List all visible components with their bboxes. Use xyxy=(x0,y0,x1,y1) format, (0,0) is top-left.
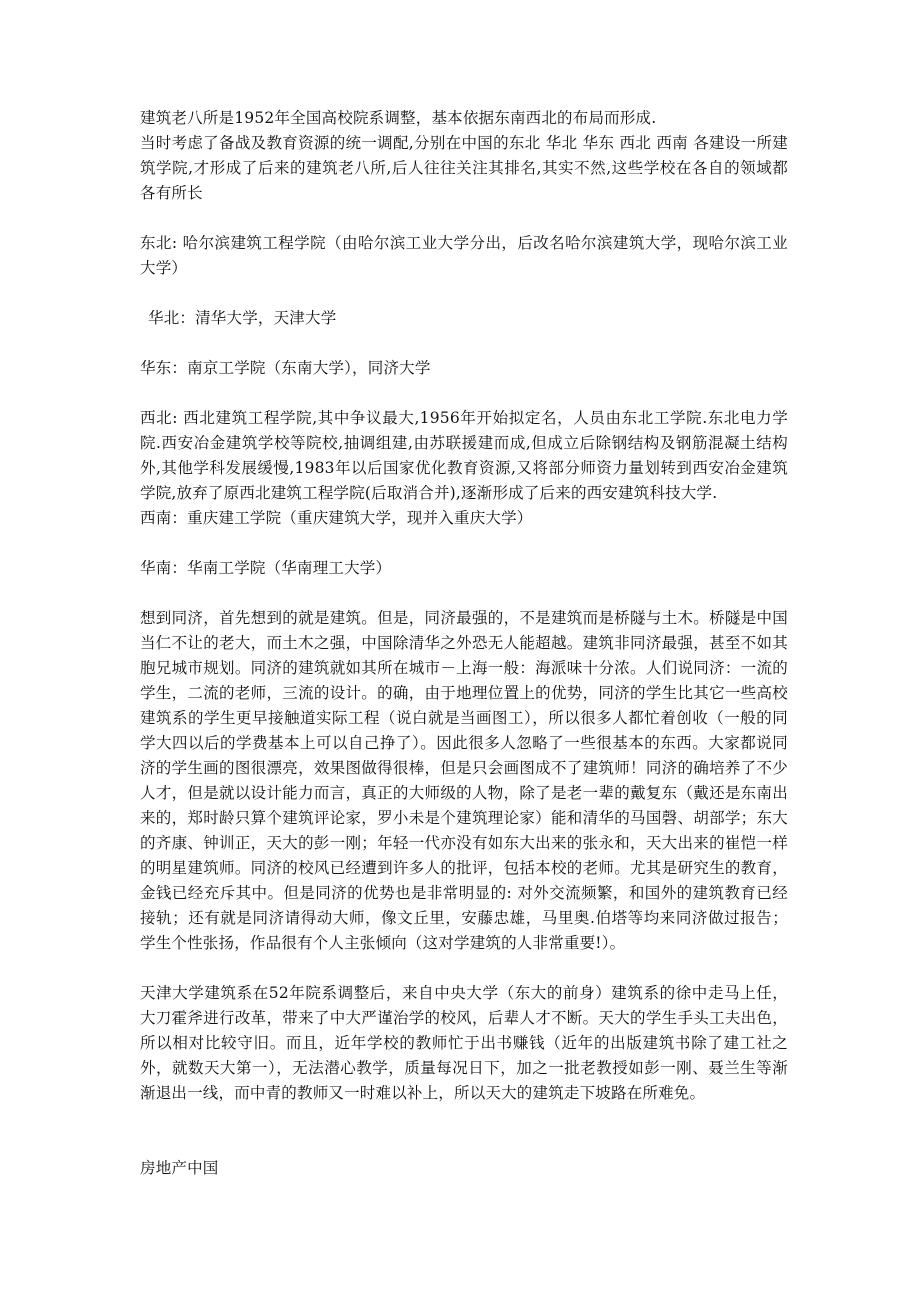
region-huadong: 华东：南京工学院（东南大学），同济大学 xyxy=(140,359,431,377)
region-dongbei: 东北: 哈尔滨建筑工程学院（由哈尔滨工业大学分出，后改名哈尔滨建筑大学，现哈尔滨工业大学） xyxy=(140,234,788,277)
region-xibei: 西北: 西北建筑工程学院,其中争议最大,1956年开始拟定名，人员由东北工学院.东北电力学院.西安冶金建筑学校等院校,抽调组建,由苏联援建而成,但成立后除钢结构及钢筋混凝土结构外,其他学科发展缓慢,1983年以后国家优化教育资源,又将部分师资力量划转到西安冶金建筑学院,放弃了原西北建筑工程学院(后取消合并),逐渐形成了后来的西安建筑科技大学. xyxy=(140,409,788,502)
paragraph-tianjin: 天津大学建筑系在52年院系调整后，来自中央大学（东大的前身）建筑系的徐中走马上任，大刀霍斧进行改革，带来了中大严谨治学的校风，后辈人才不断。天大的学生手头工夫出色，所以相对比较守旧。而且，近年学校的教师忙于出书赚钱（近年的出版建筑书除了建工社之外，就数天大第一），无法潜心教学，质量每况日下，加之一批老教授如彭一刚、聂兰生等渐渐退出一线，而中青的教师又一时难以补上，所以天大的建筑走下坡路在所难免。 xyxy=(140,984,788,1102)
document-page xyxy=(140,106,788,1181)
region-xinan: 西南：重庆建工学院（重庆建筑大学，现并入重庆大学） xyxy=(140,509,533,527)
paragraph-tongji: 想到同济，首先想到的就是建筑。但是，同济最强的，不是建筑而是桥隧与土木。桥隧是中国当仁不让的老大，而土木之强，中国除清华之外恐无人能超越。建筑非同济最强，甚至不如其胞兄城市规划。同济的建筑就如其所在城市－上海一般：海派味十分浓。人们说同济：一流的学生，二流的老师，三流的设计。的确，由于地理位置上的优势，同济的学生比其它一些高校建筑系的学生更早接触道实际工程（说白就是当画图工），所以很多人都忙着创收（一般的同学大四以后的学费基本上可以自己挣了）。因此很多人忽略了一些很基本的东西。大家都说同济的学生画的图很漂亮，效果图做得很棒，但是只会画图成不了建筑师！同济的确培养了不少人才，但是就以设计能力而言，真正的大师级的人物，除了是老一辈的戴复东（戴还是东南出来的，郑时龄只算个建筑评论家，罗小未是个建筑理论家）能和清华的马国磬、胡部学；东大的齐康、钟训正，天大的彭一刚；年轻一代亦没有如东大出来的张永和，天大出来的崔恺一样的明星建筑师。同济的校风已经遭到许多人的批评，包括本校的老师。尤其是研究生的教育，金钱已经充斥其中。但是同济的优势也是非常明显的: 对外交流频繁，和国外的建筑教育已经接轨；还有就是同济请得动大师，像文丘里，安藤忠雄，马里奥.伯塔等均来同济做过报告；学生个性张扬，作品很有个人主张倾向（这对学建筑的人非常重要!）。 xyxy=(140,609,788,952)
region-huanan: 华南：华南工学院（华南理工大学） xyxy=(140,559,392,577)
region-huabei: 华北：清华大学，天津大学 xyxy=(148,309,337,327)
intro-line-1: 建筑老八所是1952年全国高校院系调整，基本依据东南西北的布局而形成. xyxy=(140,109,657,127)
intro-paragraph: 当时考虑了备战及教育资源的统一调配,分别在中国的东北 华北 华东 西北 西南 各建设一所建筑学院,才形成了后来的建筑老八所,后人往往关注其排名,其实不然,这些学校在各自的领域都各有所长 xyxy=(140,134,788,202)
signature: 房地产中国 xyxy=(140,1159,219,1177)
